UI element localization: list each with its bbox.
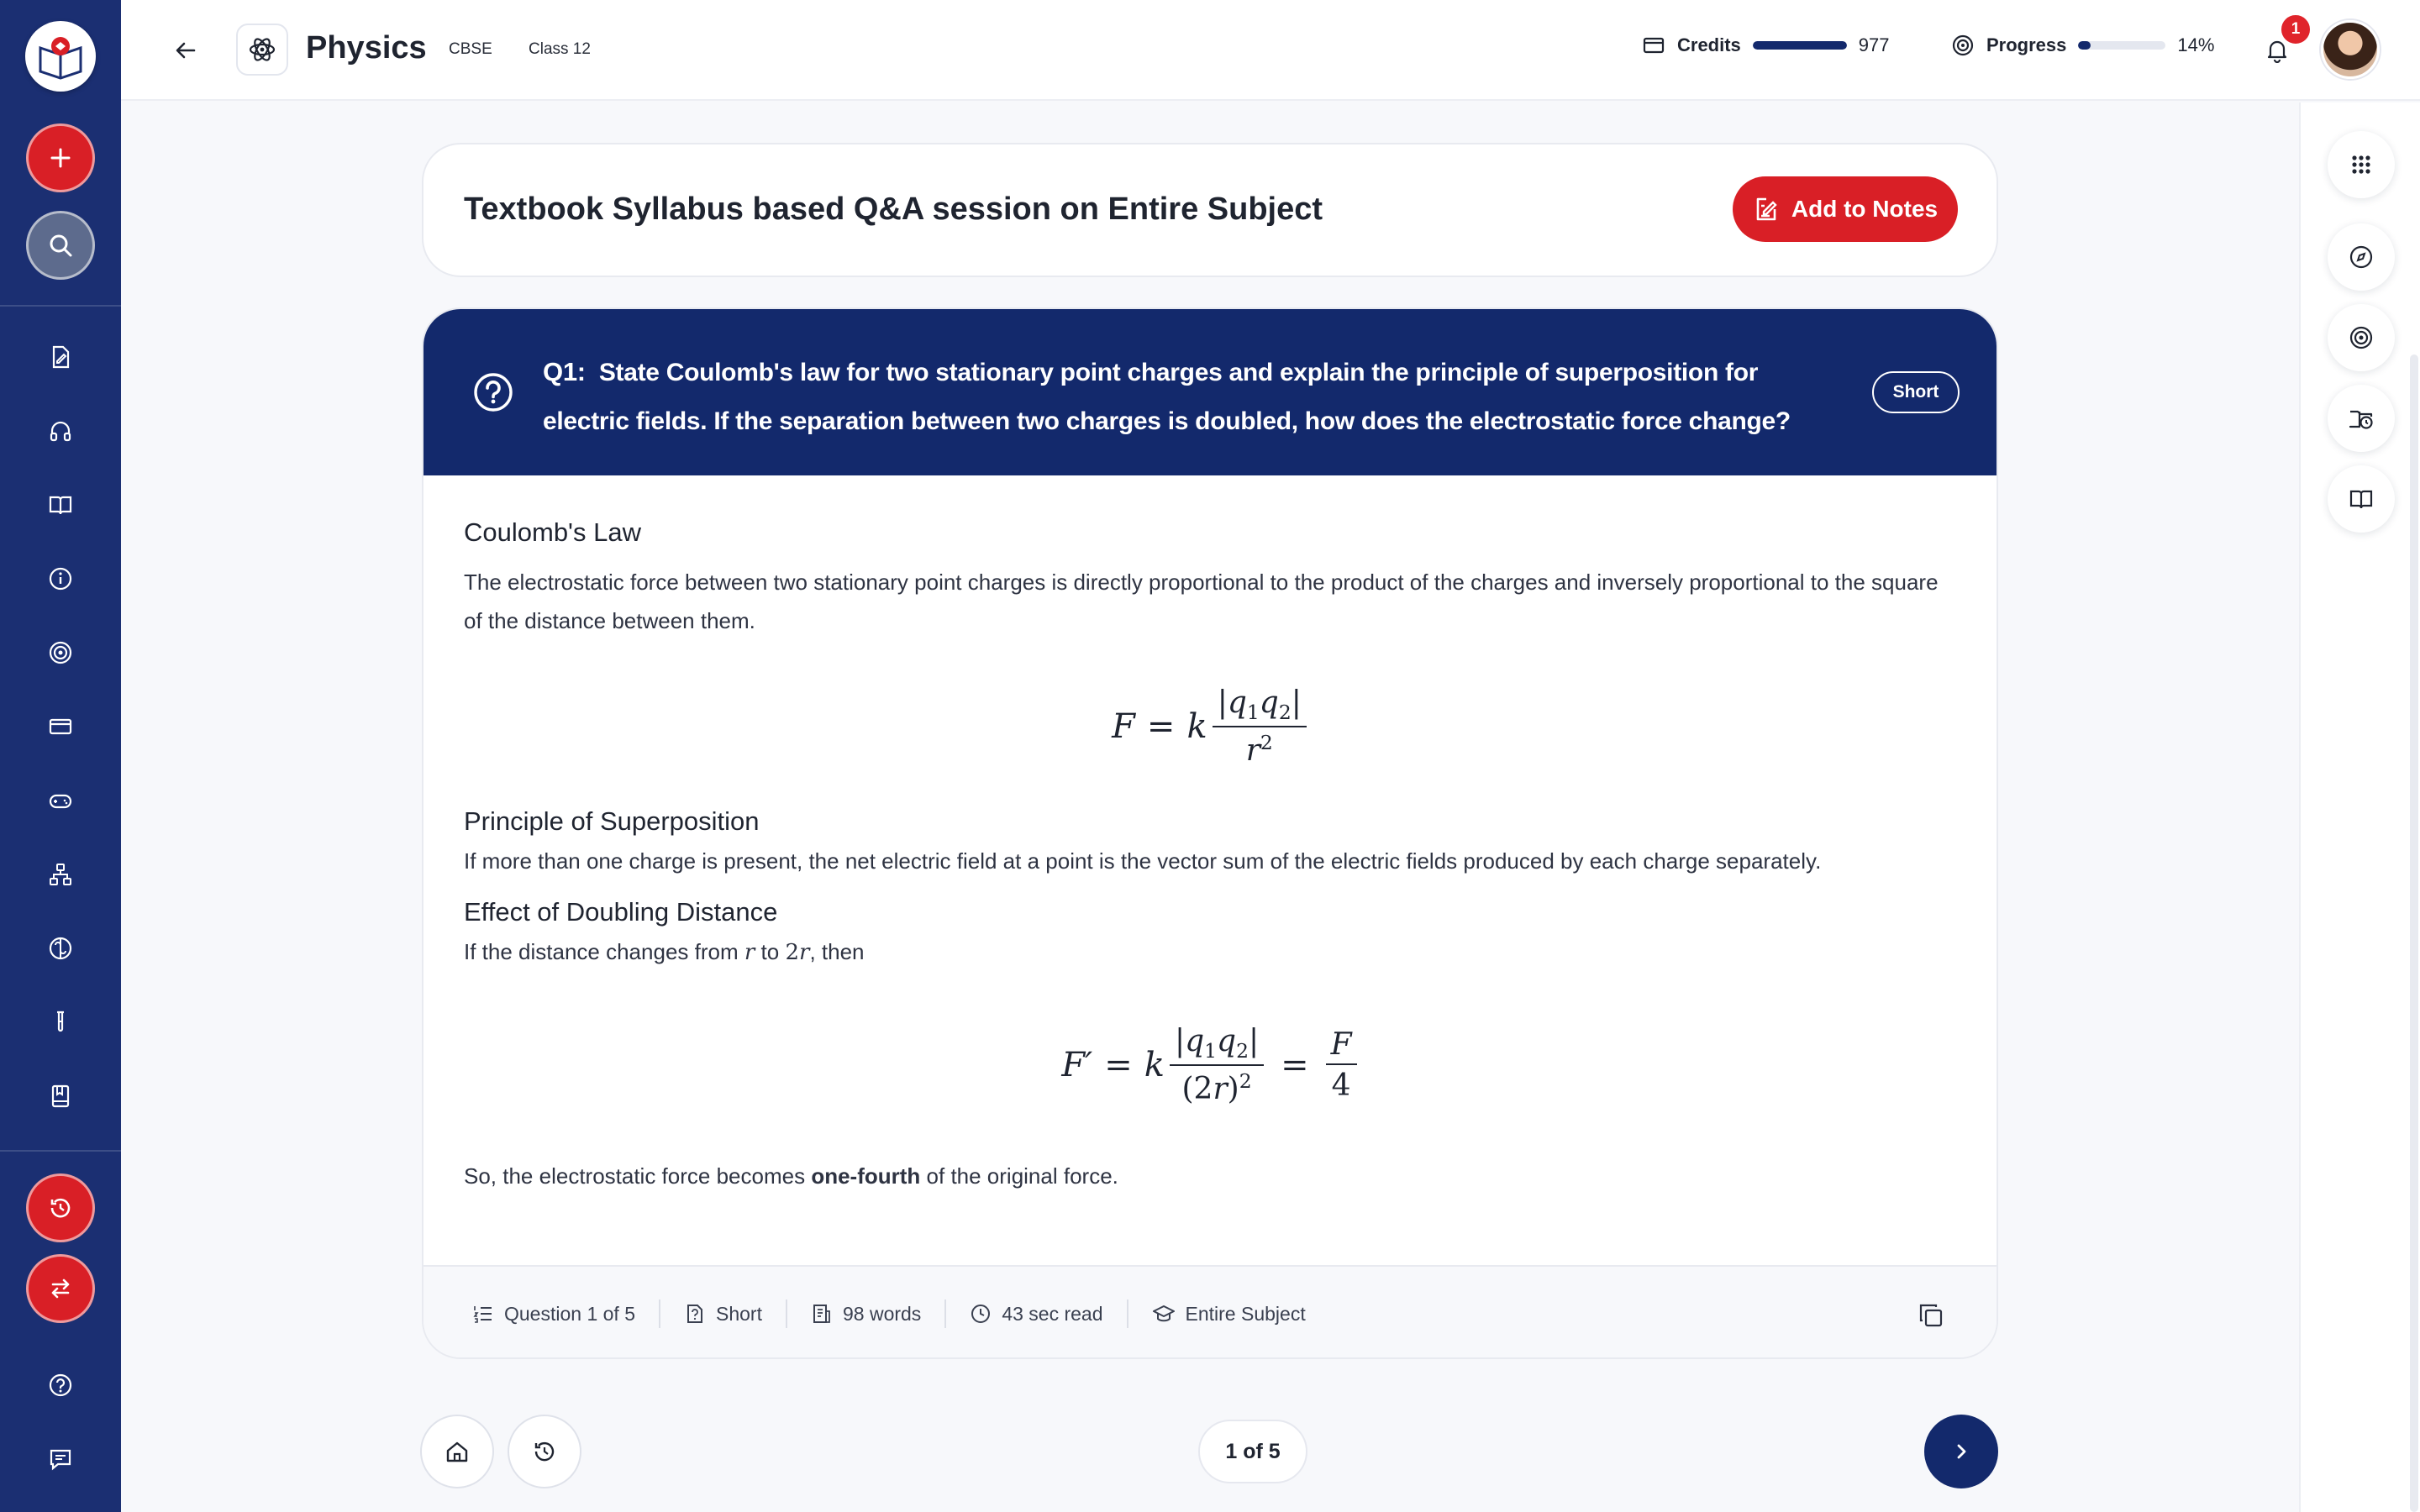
- meta-words: [811, 1303, 921, 1326]
- question-banner: [424, 309, 1998, 475]
- chat-icon: [48, 1446, 73, 1472]
- new-session-button[interactable]: [26, 123, 95, 192]
- notification-badge: 1: [2279, 13, 2312, 46]
- sidebar-item-library[interactable]: [35, 480, 86, 530]
- page-indicator: 1 of 5: [1198, 1420, 1307, 1483]
- book-open-icon: [48, 492, 73, 517]
- copy-icon: [1918, 1302, 1944, 1329]
- apps-button[interactable]: [2328, 131, 2395, 198]
- sidebar-item-mindmap[interactable]: [35, 849, 86, 900]
- graduation-cap-icon: [1152, 1303, 1176, 1325]
- session-title: Textbook Syllabus based Q&A session on Entire Subject: [464, 192, 1323, 227]
- sidebar-item-notebook[interactable]: [35, 1071, 86, 1121]
- credits-label: Credits: [1677, 34, 1741, 55]
- headphones-icon: [48, 418, 73, 444]
- list-numbered-icon: [472, 1303, 494, 1325]
- user-avatar[interactable]: [2321, 20, 2380, 79]
- search-icon: [47, 232, 74, 259]
- sidebar-item-games[interactable]: [35, 775, 86, 826]
- right-rail: [2299, 102, 2420, 1512]
- progress-bar-fill: [2078, 41, 2091, 50]
- credits-value: 977: [1858, 34, 1890, 55]
- meta-separator: [1127, 1299, 1128, 1328]
- meta-read-time-text: 43 sec read: [1002, 1302, 1103, 1325]
- formula-doubled: F′ = k $\frac{|q_1q_2|}{(2r)^2}$ = $\frac{F}{4}$: [464, 994, 1960, 1137]
- reader-button[interactable]: [2328, 465, 2395, 533]
- app-logo[interactable]: [25, 21, 96, 92]
- math-2r: 2r: [785, 940, 810, 965]
- meta-question-position: [472, 1303, 635, 1326]
- conclusion-paragraph: [464, 1157, 1960, 1195]
- meta-question-position-text: Question 1 of 5: [504, 1302, 635, 1325]
- coulomb-paragraph: The electrostatic force between two stationary point charges is directly proportional to the product of the charges and inversely proportional to the square of the distance between them.: [464, 570, 1939, 633]
- doubling-text-pre: If the distance changes from: [464, 939, 739, 964]
- credits-bar-fill: [1753, 41, 1847, 50]
- meta-separator: [659, 1299, 660, 1328]
- sidebar-item-info[interactable]: [35, 554, 86, 604]
- conclusion-pre: So, the electrostatic force becomes: [464, 1163, 806, 1189]
- brain-icon: [48, 936, 73, 961]
- class-tag: Class 12: [529, 40, 591, 58]
- help-button[interactable]: [35, 1360, 86, 1410]
- doubling-text-to: to: [760, 939, 780, 964]
- section-heading-coulomb: Coulomb's Law: [464, 517, 641, 547]
- search-button[interactable]: [26, 211, 95, 280]
- compass-icon: [2349, 244, 2374, 270]
- copy-button[interactable]: [1918, 1302, 1944, 1329]
- sidebar-item-lab[interactable]: [35, 997, 86, 1047]
- goals-button[interactable]: [2328, 304, 2395, 371]
- sidebar-item-cards[interactable]: [35, 701, 86, 752]
- top-header: [121, 0, 2420, 101]
- apps-grid-icon: [2349, 152, 2374, 177]
- progress-bar: [2078, 41, 2165, 50]
- progress-label: Progress: [1986, 34, 2067, 55]
- arrow-left-icon: [174, 39, 197, 62]
- question-meta-footer: [424, 1265, 1998, 1359]
- formula-coulomb: F = k $\frac{|q_1q_2|}{r^2}$: [464, 664, 1960, 790]
- sidebar-item-audio[interactable]: [35, 406, 86, 456]
- section-heading-doubling: Effect of Doubling Distance: [464, 897, 778, 927]
- add-to-notes-button[interactable]: [1733, 176, 1958, 242]
- target-icon: [1951, 34, 1975, 57]
- board-tag: CBSE: [449, 40, 492, 58]
- info-icon: [48, 566, 73, 591]
- plus-icon: [48, 145, 73, 171]
- text-document-icon: [811, 1303, 833, 1325]
- meta-separator: [944, 1299, 946, 1328]
- conclusion-bold: one-fourth: [811, 1163, 921, 1189]
- hierarchy-icon: [48, 862, 73, 887]
- feedback-button[interactable]: [35, 1434, 86, 1484]
- history-icon: [532, 1439, 557, 1464]
- progress-indicator: [1951, 34, 2214, 57]
- test-tube-icon: [48, 1010, 73, 1035]
- section-heading-superposition: Principle of Superposition: [464, 806, 760, 836]
- add-to-notes-label: Add to Notes: [1791, 196, 1939, 222]
- left-sidebar: [0, 0, 121, 1512]
- question-circle-icon: [472, 371, 514, 413]
- history-nav-button[interactable]: [508, 1415, 581, 1488]
- target-icon: [48, 640, 73, 665]
- explore-button[interactable]: [2328, 223, 2395, 291]
- subject-icon-box: [236, 24, 288, 76]
- recent-folders-button[interactable]: [2328, 385, 2395, 452]
- meta-scope: [1152, 1303, 1306, 1326]
- help-icon: [48, 1373, 73, 1398]
- superposition-paragraph: If more than one charge is present, the net electric field at a point is the vector sum of the electric fields produced by each charge separately.: [464, 848, 1822, 874]
- card-icon: [48, 714, 73, 739]
- conclusion-post: of the original force.: [926, 1163, 1118, 1189]
- sidebar-divider: [0, 305, 121, 307]
- target-icon: [2349, 325, 2374, 350]
- math-r: r: [744, 940, 755, 965]
- meta-scope-text: Entire Subject: [1185, 1302, 1306, 1325]
- sidebar-item-goals[interactable]: [35, 627, 86, 678]
- wallet-icon: [1642, 34, 1665, 57]
- credits-bar: [1753, 41, 1847, 50]
- swap-icon: [48, 1276, 73, 1301]
- question-type-badge: Short: [1872, 371, 1960, 413]
- history-button[interactable]: [26, 1173, 95, 1242]
- document-edit-icon: [48, 344, 73, 370]
- clock-icon: [970, 1303, 992, 1325]
- meta-words-text: 98 words: [842, 1302, 922, 1325]
- sidebar-item-brain[interactable]: [35, 923, 86, 974]
- history-icon: [48, 1195, 73, 1221]
- folder-clock-icon: [2348, 405, 2375, 432]
- switch-button[interactable]: [26, 1254, 95, 1323]
- sidebar-item-document[interactable]: [35, 332, 86, 382]
- meta-type: [684, 1303, 762, 1326]
- note-add-icon: [1753, 196, 1780, 223]
- atom-icon: [248, 35, 276, 64]
- doubling-text-post: , then: [809, 939, 865, 964]
- home-icon: [445, 1439, 470, 1464]
- chevron-right-icon: [1950, 1441, 1972, 1462]
- question-text: State Coulomb's law for two stationary point charges and explain the principle of superposition for electric fields. If the separation between two charges is doubled, how does the electrostatic force change?: [543, 359, 1791, 435]
- meta-type-text: Short: [716, 1302, 762, 1325]
- answer-body: [464, 517, 1960, 1195]
- credits-indicator: [1642, 34, 1890, 57]
- back-button[interactable]: [167, 32, 204, 69]
- qa-card: [422, 307, 1998, 1359]
- question-file-icon: [684, 1303, 706, 1325]
- meta-read-time: [970, 1303, 1102, 1326]
- scrollbar[interactable]: [2410, 354, 2418, 1512]
- progress-value: 14%: [2177, 34, 2215, 55]
- question-number: Q1:: [543, 357, 586, 386]
- next-question-button[interactable]: [1924, 1415, 1998, 1488]
- meta-separator: [786, 1299, 787, 1328]
- subject-title: Physics: [306, 30, 427, 66]
- notebook-icon: [48, 1084, 73, 1109]
- gamepad-icon: [48, 788, 73, 813]
- home-button[interactable]: [420, 1415, 494, 1488]
- logo-icon: [34, 29, 87, 83]
- sidebar-divider: [0, 1150, 121, 1152]
- doubling-paragraph: [464, 932, 1960, 972]
- book-open-icon: [2349, 486, 2374, 512]
- question-text-block: [543, 348, 1795, 446]
- session-title-card: [422, 143, 1998, 277]
